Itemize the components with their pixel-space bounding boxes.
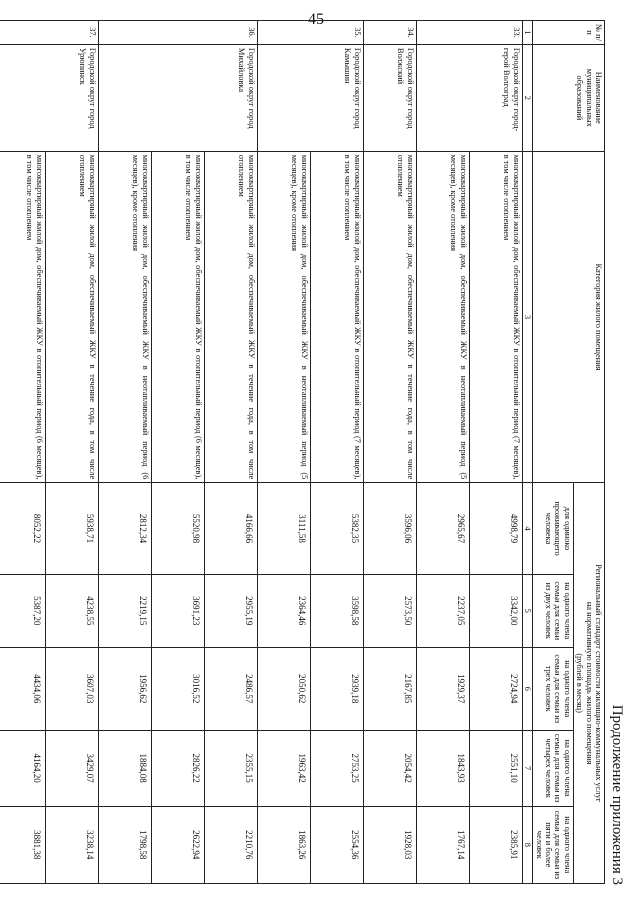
value-cell: 2237,05 <box>416 574 469 647</box>
value-cell: 3598,58 <box>310 574 363 647</box>
housing-category: многоквартирный жилой дом, обеспечиваемый ЖКУ в течение года, в том числе отоплением <box>45 151 98 483</box>
row-number: 35. <box>257 21 363 45</box>
column-index-row <box>522 21 532 884</box>
column-index: 2 <box>522 44 532 151</box>
value-cell: 5387,20 <box>0 574 45 647</box>
value-cell: 2622,94 <box>151 806 204 883</box>
value-cell: 1843,93 <box>416 730 469 806</box>
column-index: 6 <box>522 647 532 730</box>
header-standard-group-line1: Региональный стандарт стоимости жилищно-коммунальных услуг <box>594 564 603 803</box>
column-index: 4 <box>522 483 532 574</box>
header-col4: для одиноко проживающего человека <box>533 483 574 574</box>
header-number: № п/п <box>533 21 605 45</box>
housing-category: многоквартирный жилой дом, обеспечиваемый ЖКУ в отопительный период (7 месяцев), в том числе отоплением <box>310 151 363 483</box>
table-row <box>310 21 363 884</box>
header-category: Категория жилого помещения <box>533 151 605 483</box>
value-cell: 3691,23 <box>151 574 204 647</box>
header-col8: на одного члена семьи для семьи из пяти и более человек <box>533 806 574 883</box>
value-cell: 2573,50 <box>363 574 416 647</box>
value-cell: 2355,15 <box>204 730 257 806</box>
column-index: 7 <box>522 730 532 806</box>
housing-category: многоквартирный жилой дом, обеспечиваемый ЖКУ в течение года, в том числе отоплением <box>363 151 416 483</box>
value-cell: 8052,22 <box>0 483 45 574</box>
value-cell: 2167,85 <box>363 647 416 730</box>
housing-cost-standard-table <box>0 20 605 884</box>
header-col5: на одного члена семьи для семьи из двух человек <box>533 574 574 647</box>
housing-category: многоквартирный жилой дом, обеспечиваемый ЖКУ в неотапливаемый период (5 месяцев), кроме отопления <box>257 151 310 483</box>
value-cell: 5938,71 <box>45 483 98 574</box>
value-cell: 4998,79 <box>469 483 522 574</box>
row-number: 34. <box>363 21 416 45</box>
value-cell: 4164,20 <box>0 730 45 806</box>
value-cell: 4238,55 <box>45 574 98 647</box>
value-cell: 3596,06 <box>363 483 416 574</box>
column-index: 3 <box>522 151 532 483</box>
housing-category: многоквартирный жилой дом, обеспечиваемый ЖКУ в отопительный период (6 месяцев), в том числе отоплением <box>151 151 204 483</box>
value-cell: 3342,00 <box>469 574 522 647</box>
row-number: 36. <box>98 21 257 45</box>
value-cell: 1963,42 <box>257 730 310 806</box>
page-number: 45 <box>308 11 324 28</box>
housing-category: многоквартирный жилой дом, обеспечиваемый ЖКУ в неотапливаемый период (6 месяцев), кроме отопления <box>98 151 151 483</box>
table-row <box>363 21 416 884</box>
value-cell: 2385,91 <box>469 806 522 883</box>
header-standard-group <box>573 483 604 884</box>
value-cell: 3111,58 <box>257 483 310 574</box>
table-row <box>469 21 522 884</box>
value-cell: 1798,58 <box>98 806 151 883</box>
value-cell: 2939,18 <box>310 647 363 730</box>
column-index: 5 <box>522 574 532 647</box>
value-cell: 3881,38 <box>0 806 45 883</box>
header-standard-group-line2: на нормативную площадь жилого помещения <box>584 601 594 765</box>
value-cell: 1884,08 <box>98 730 151 806</box>
value-cell: 1767,14 <box>416 806 469 883</box>
column-index: 1 <box>522 21 532 45</box>
value-cell: 2364,46 <box>257 574 310 647</box>
municipality-name: Городской округ город-герой Волгоград <box>416 44 522 151</box>
column-index: 8 <box>522 806 532 883</box>
value-cell: 5382,35 <box>310 483 363 574</box>
header-standard-group-line3: (рублей в месяц) <box>575 653 585 713</box>
value-cell: 2486,57 <box>204 647 257 730</box>
value-cell: 1929,37 <box>416 647 469 730</box>
value-cell: 2753,25 <box>310 730 363 806</box>
municipality-name: Городской округ город Волжский <box>363 44 416 151</box>
row-number: 37. <box>0 21 98 45</box>
value-cell: 2724,94 <box>469 647 522 730</box>
value-cell: 2812,34 <box>98 483 151 574</box>
housing-category: многоквартирный жилой дом, обеспечиваемый ЖКУ в отопительный период (6 месяцев), в том числе отоплением <box>0 151 45 483</box>
value-cell: 5520,98 <box>151 483 204 574</box>
value-cell: 3429,07 <box>45 730 98 806</box>
header-municipality: Наименование муниципальных образований <box>533 44 605 151</box>
value-cell: 4434,06 <box>0 647 45 730</box>
value-cell: 2551,10 <box>469 730 522 806</box>
table-row <box>45 21 98 884</box>
value-cell: 3016,52 <box>151 647 204 730</box>
municipality-name: Городской округ город Урюпинск <box>0 44 98 151</box>
row-number: 33. <box>416 21 522 45</box>
value-cell: 2050,62 <box>257 647 310 730</box>
value-cell: 2554,36 <box>310 806 363 883</box>
continuation-title: Продолжение приложения 3 <box>609 704 625 885</box>
value-cell: 3238,14 <box>45 806 98 883</box>
municipality-name: Городской округ город Камышин <box>257 44 363 151</box>
municipality-name: Городской округ город Михайловка <box>98 44 257 151</box>
value-cell: 1863,26 <box>257 806 310 883</box>
table-row <box>204 21 257 884</box>
value-cell: 4166,66 <box>204 483 257 574</box>
header-col6: на одного члена семьи для семьи из трех человек <box>533 647 574 730</box>
housing-category: многоквартирный жилой дом, обеспечиваемый ЖКУ в отопительный период (7 месяцев), в том числе отоплением <box>469 151 522 483</box>
value-cell: 2826,22 <box>151 730 204 806</box>
value-cell: 2965,67 <box>416 483 469 574</box>
header-col7: на одного члена семьи для семьи из четырех человек <box>533 730 574 806</box>
value-cell: 2054,42 <box>363 730 416 806</box>
housing-category: многоквартирный жилой дом, обеспечиваемый ЖКУ в течение года, в том числе отоплением <box>204 151 257 483</box>
value-cell: 2210,76 <box>204 806 257 883</box>
value-cell: 1956,62 <box>98 647 151 730</box>
value-cell: 2219,15 <box>98 574 151 647</box>
value-cell: 3607,03 <box>45 647 98 730</box>
value-cell: 2955,19 <box>204 574 257 647</box>
value-cell: 1928,03 <box>363 806 416 883</box>
housing-category: многоквартирный жилой дом, обеспечиваемый ЖКУ в неотапливаемый период (5 месяцев), кроме отопления <box>416 151 469 483</box>
